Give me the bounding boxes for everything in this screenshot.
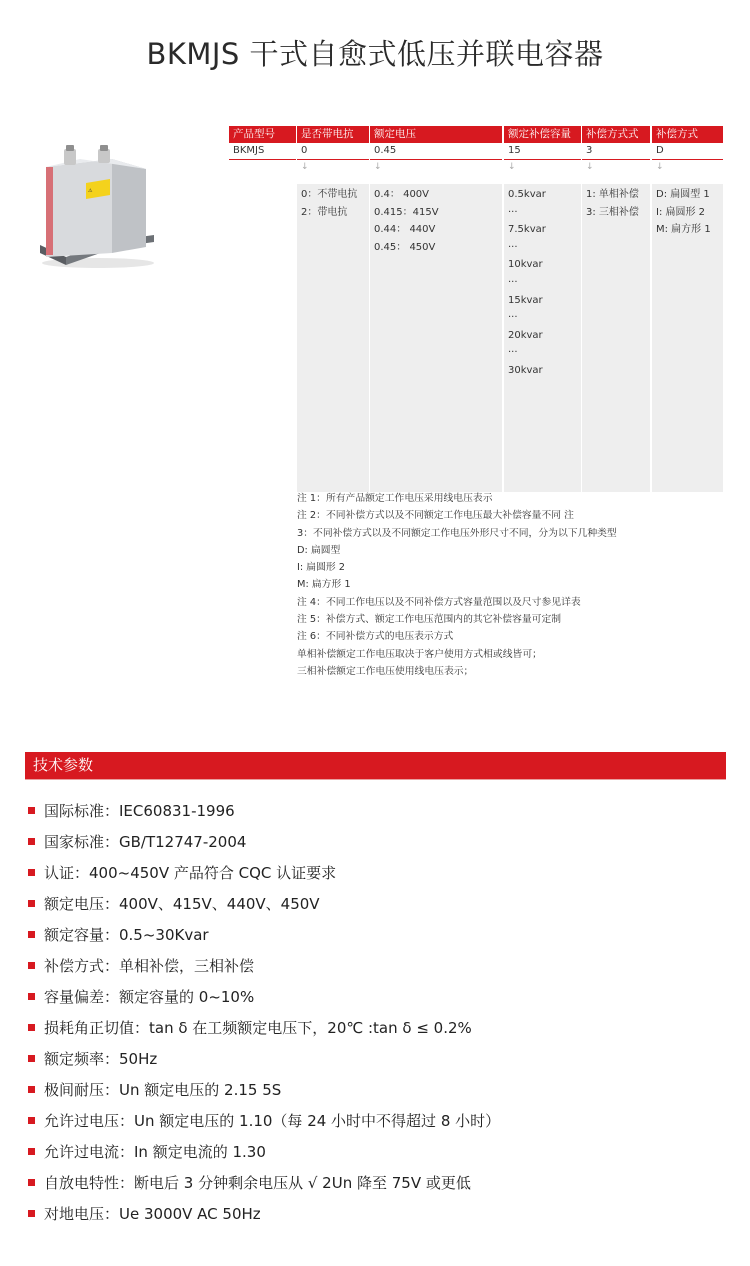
option-item: 0.45： 450V — [374, 241, 436, 253]
option-item: 0.44： 440V — [374, 224, 436, 236]
options-reactor — [297, 184, 369, 492]
note-line: M: 扁方形 1 — [297, 579, 351, 591]
option-item: ··· — [508, 276, 518, 288]
option-item: 20kvar — [508, 329, 543, 341]
spec-text: 自放电特性：断电后 3 分钟剩余电压从 √ 2Un 降至 75V 或更低 — [44, 1174, 471, 1192]
spec-item — [28, 1110, 500, 1141]
bullet-square-icon — [28, 1179, 35, 1186]
note-line: 注 5：补偿方式、额定工作电压范围内的其它补偿容量可定制 — [297, 614, 562, 626]
spec-item — [28, 1141, 500, 1172]
option-item: 2：带电抗 — [301, 206, 348, 218]
options-capacity — [504, 184, 581, 492]
option-item: 0.415：415V — [374, 206, 439, 218]
bullet-square-icon — [28, 900, 35, 907]
spec-item — [28, 955, 500, 986]
note-line: D: 扁圆型 — [297, 544, 341, 556]
spec-item — [28, 1017, 500, 1048]
spec-list — [28, 800, 500, 1234]
table-col-capacity — [504, 126, 581, 492]
spec-text: 对地电压：Ue 3000V AC 50Hz — [44, 1205, 261, 1223]
value-comp-mode: 3 — [586, 145, 593, 156]
note-line: 注 6：不同补偿方式的电压表示方式 — [297, 631, 454, 643]
spec-text: 允许过电流：In 额定电流的 1.30 — [44, 1143, 266, 1161]
divider — [229, 159, 296, 160]
arrow-down-icon: ↓ — [508, 162, 516, 172]
note-line: 三相补偿额定工作电压使用线电压表示； — [297, 665, 474, 677]
spec-text: 损耗角正切值：tan δ 在工频额定电压下，20℃ :tan δ ≤ 0.2% — [44, 1019, 472, 1037]
spec-text: 认证：400~450V 产品符合 CQC 认证要求 — [44, 864, 337, 882]
spec-text: 额定容量：0.5~30Kvar — [44, 926, 209, 944]
section-header-tech-params — [25, 752, 726, 779]
note-line: I: 扁圆形 2 — [297, 562, 346, 574]
option-item: ··· — [508, 206, 518, 218]
table-col-voltage — [370, 126, 502, 492]
value-capacity: 15 — [508, 145, 521, 156]
bullet-square-icon — [28, 1117, 35, 1124]
arrow-down-icon: ↓ — [586, 162, 594, 172]
option-item: 15kvar — [508, 294, 543, 306]
options-comp-mode — [582, 184, 650, 492]
spec-item — [28, 1172, 500, 1203]
bullet-square-icon — [28, 1055, 35, 1062]
value-voltage: 0.45 — [374, 145, 397, 156]
option-item: 30kvar — [508, 364, 543, 376]
bullet-square-icon — [28, 869, 35, 876]
header-capacity: 额定补偿容量 — [504, 126, 581, 143]
spec-text: 额定频率：50Hz — [44, 1050, 158, 1068]
option-item: 0.5kvar — [508, 189, 546, 200]
option-item: ··· — [508, 312, 518, 324]
spec-text: 容量偏差：额定容量的 0~10% — [44, 988, 255, 1006]
option-item: 3: 三相补偿 — [586, 206, 639, 218]
notes-block — [297, 490, 617, 680]
spec-item — [28, 831, 500, 862]
spec-item — [28, 924, 500, 955]
bullet-square-icon — [28, 1024, 35, 1031]
arrow-down-icon: ↓ — [656, 162, 664, 172]
option-item: 0：不带电抗 — [301, 189, 358, 200]
option-item: 1: 单相补偿 — [586, 189, 639, 200]
note-line: 单相补偿额定工作电压取决于客户使用方式相或线皆可； — [297, 648, 542, 660]
header-shape: 补偿方式 — [652, 126, 723, 143]
section-title: 技术参数 — [33, 756, 94, 774]
option-item: ··· — [508, 241, 518, 253]
header-model: 产品型号 — [229, 126, 296, 143]
header-reactor: 是否带电抗 — [297, 126, 369, 143]
arrow-down-icon: ↓ — [374, 162, 382, 172]
header-voltage: 额定电压 — [370, 126, 502, 143]
bullet-square-icon — [28, 838, 35, 845]
svg-text:⚠: ⚠ — [88, 188, 93, 194]
option-item: M: 扁方形 1 — [656, 224, 711, 236]
spec-item — [28, 862, 500, 893]
table-col-shape — [652, 126, 723, 492]
options-voltage — [370, 184, 502, 492]
value-reactor: 0 — [301, 145, 308, 156]
option-item: 10kvar — [508, 259, 543, 271]
option-item: ··· — [508, 347, 518, 359]
bullet-square-icon — [28, 1210, 35, 1217]
spec-text: 补偿方式：单相补偿，三相补偿 — [44, 957, 255, 975]
spec-item — [28, 893, 500, 924]
bullet-square-icon — [28, 1148, 35, 1155]
table-col-model — [229, 126, 296, 160]
bullet-square-icon — [28, 993, 35, 1000]
bullet-square-icon — [28, 962, 35, 969]
note-line: 注 2：不同补偿方式以及不同额定工作电压最大补偿容量不同 注 — [297, 510, 574, 522]
spec-item — [28, 1048, 500, 1079]
spec-text: 额定电压：400V、415V、440V、450V — [44, 895, 320, 913]
note-line: 3：不同补偿方式以及不同额定工作电压外形尺寸不同，分为以下几种类型 — [297, 527, 617, 539]
value-model: BKMJS — [233, 145, 265, 156]
spec-item — [28, 1079, 500, 1110]
bullet-square-icon — [28, 1086, 35, 1093]
section-underline — [25, 779, 726, 780]
arrow-down-icon: ↓ — [301, 162, 309, 172]
table-col-comp-mode — [582, 126, 650, 492]
bullet-square-icon — [28, 931, 35, 938]
spec-item — [28, 986, 500, 1017]
spec-text: 国际标准：IEC60831-1996 — [44, 802, 235, 820]
page-title: BKMJS 干式自愈式低压并联电容器 — [146, 37, 604, 71]
spec-text: 国家标准：GB/T12747-2004 — [44, 833, 247, 851]
capacitor-product-image — [36, 145, 161, 270]
spec-text: 极间耐压：Un 额定电压的 2.15 5S — [44, 1081, 282, 1099]
option-item: 7.5kvar — [508, 224, 546, 236]
option-item: D: 扁圆型 1 — [656, 189, 710, 200]
header-comp-mode: 补偿方式式 — [582, 126, 650, 143]
spec-text: 允许过电压：Un 额定电压的 1.10（每 24 小时中不得超过 8 小时） — [44, 1112, 501, 1130]
option-item: 0.4： 400V — [374, 189, 430, 200]
table-col-reactor — [297, 126, 369, 492]
note-line: 注 4：不同工作电压以及不同补偿方式容量范围以及尺寸参见详表 — [297, 596, 581, 608]
note-line: 注 1：所有产品额定工作电压采用线电压表示 — [297, 493, 493, 504]
bullet-square-icon — [28, 807, 35, 814]
value-shape: D — [656, 145, 664, 156]
spec-item — [28, 1203, 500, 1234]
options-shape — [652, 184, 723, 492]
spec-item — [28, 800, 500, 831]
option-item: I: 扁圆形 2 — [656, 206, 706, 218]
